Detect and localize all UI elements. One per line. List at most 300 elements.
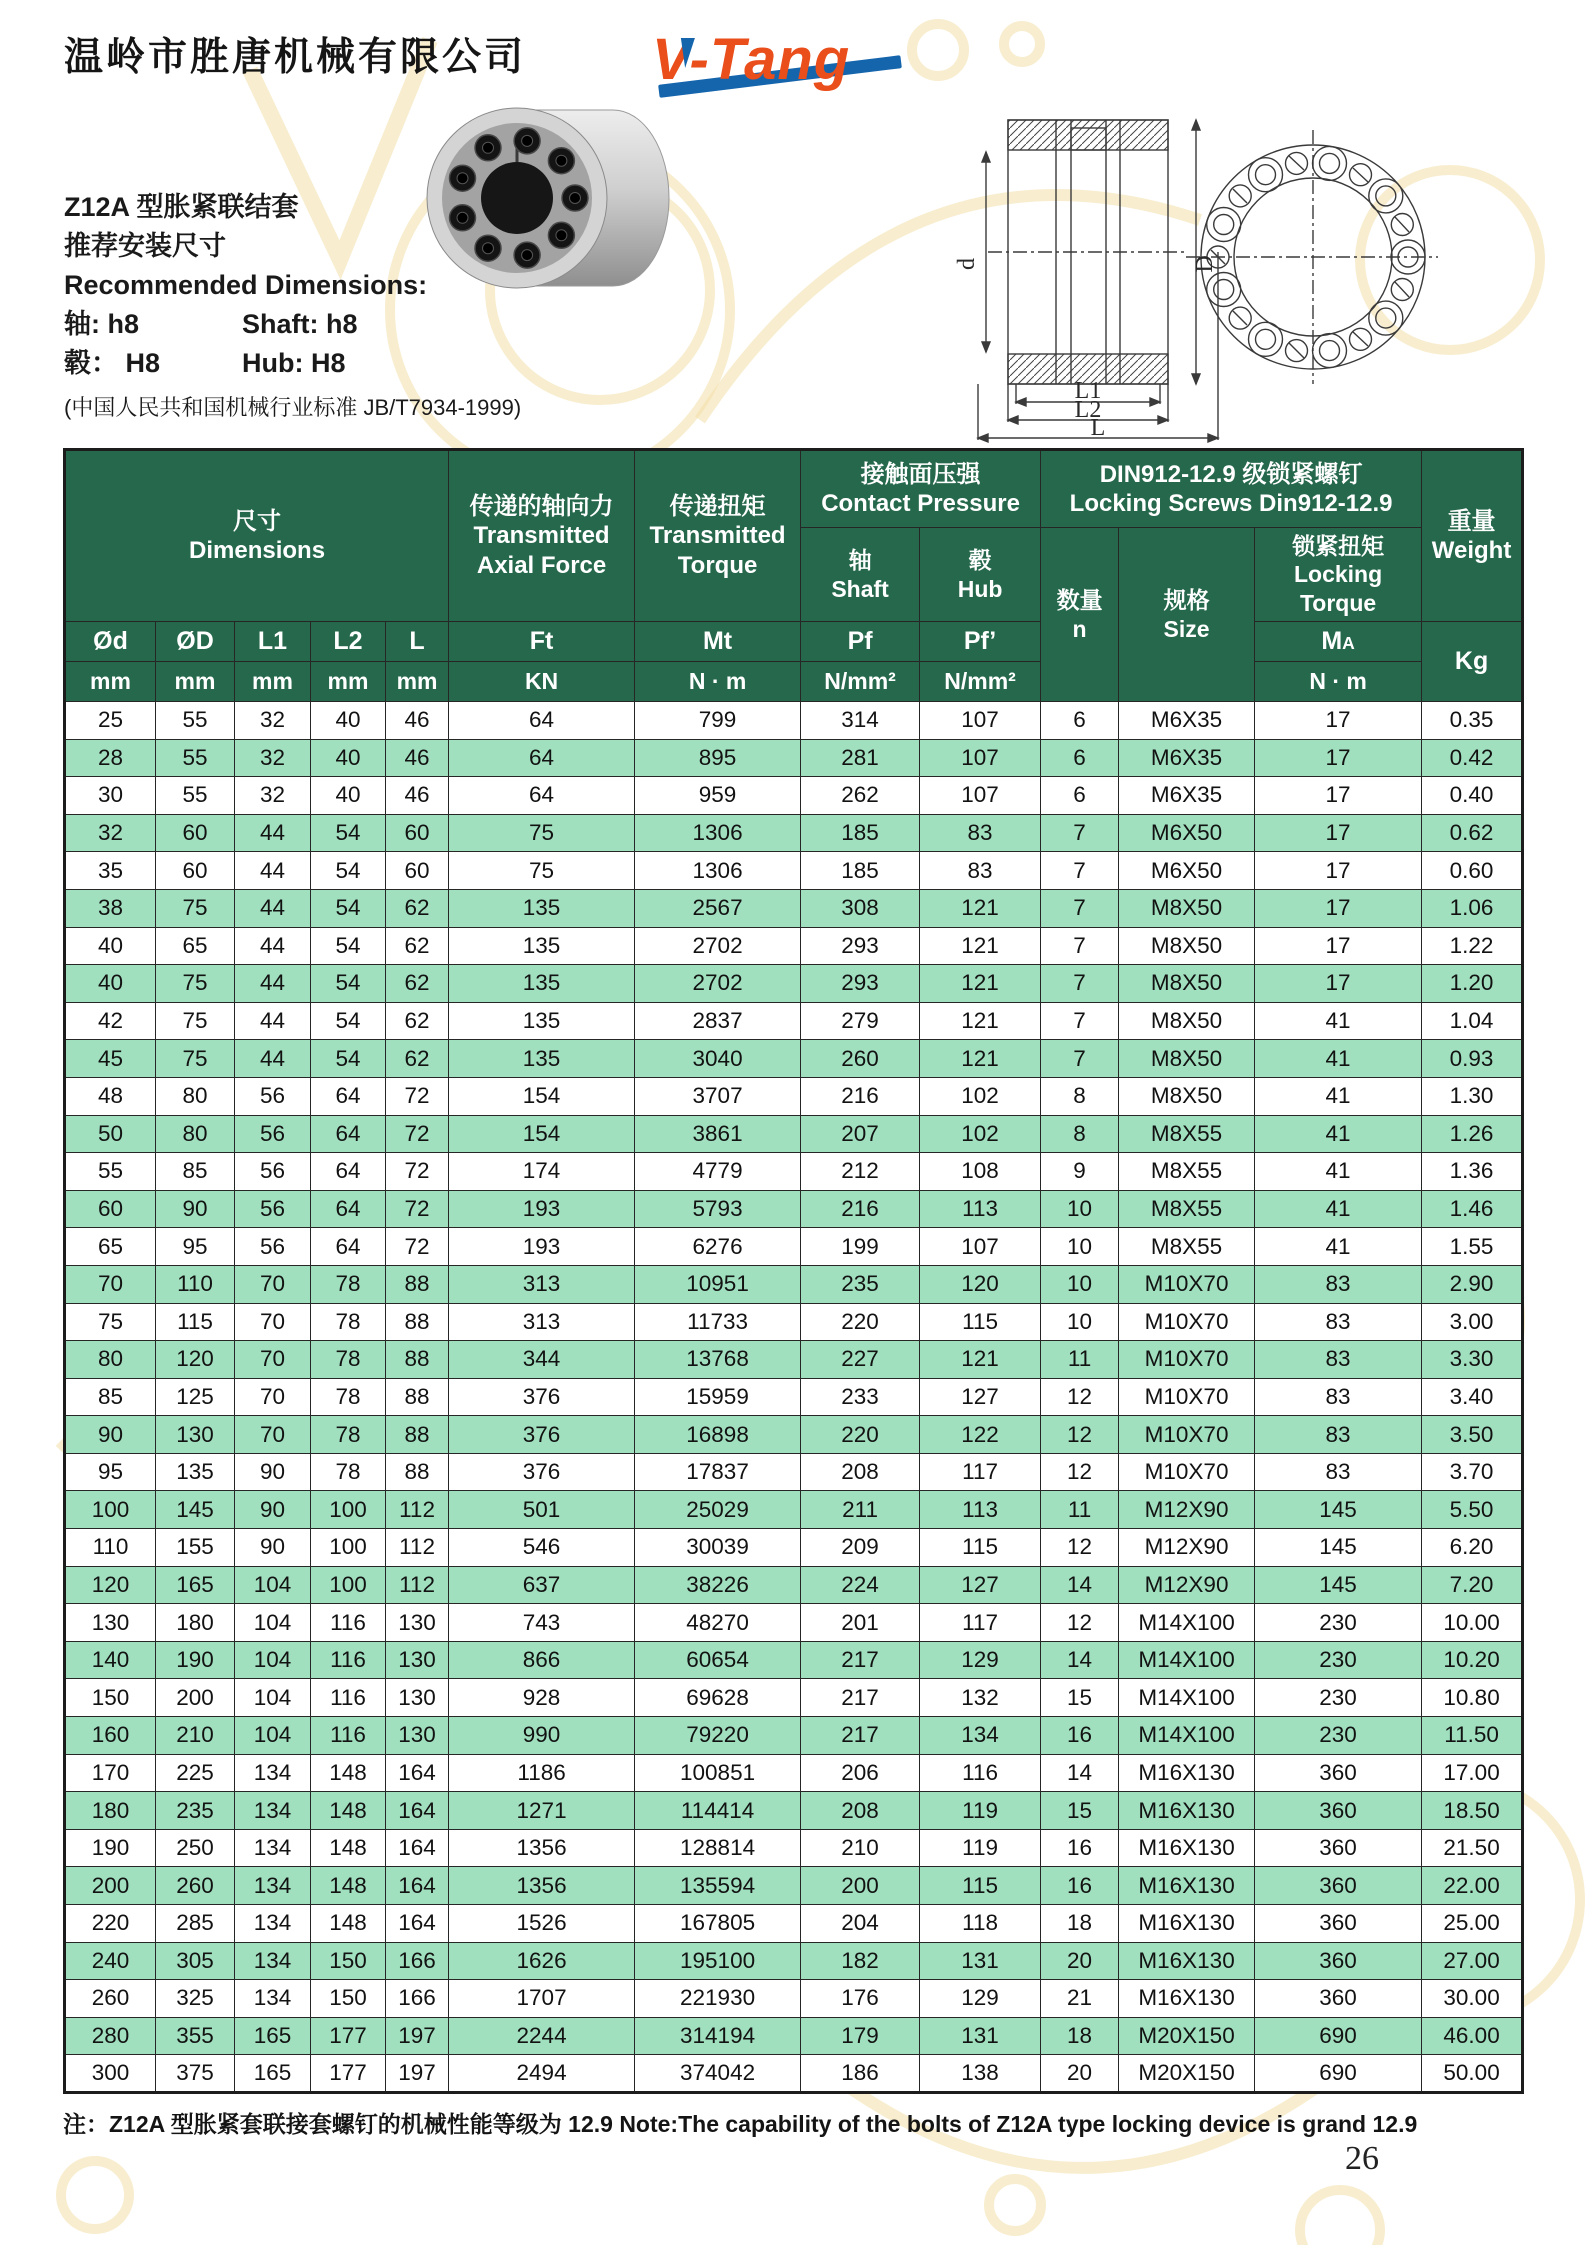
table-cell: 38 xyxy=(65,889,156,927)
table-cell: 127 xyxy=(920,1566,1041,1604)
header-axial-force: 传递的轴向力 Transmitted Axial Force xyxy=(449,450,635,622)
table-cell: 5.50 xyxy=(1422,1491,1523,1529)
table-cell: 30.00 xyxy=(1422,1980,1523,2018)
table-cell: 165 xyxy=(156,1566,235,1604)
table-cell: 166 xyxy=(386,1980,449,2018)
table-row xyxy=(65,1190,1523,1228)
table-cell: 208 xyxy=(801,1792,920,1830)
table-cell: 3.30 xyxy=(1422,1341,1523,1379)
table-cell: 11 xyxy=(1041,1491,1119,1529)
table-cell: 120 xyxy=(156,1341,235,1379)
table-cell: 80 xyxy=(156,1115,235,1153)
table-cell: 70 xyxy=(235,1416,311,1454)
table-cell: 113 xyxy=(920,1491,1041,1529)
table-cell: 64 xyxy=(449,777,635,815)
header-symbol-l2: L2 xyxy=(311,622,386,662)
table-cell: 185 xyxy=(801,852,920,890)
table-cell: 54 xyxy=(311,1002,386,1040)
table-cell: 90 xyxy=(65,1416,156,1454)
header-symbol-mt: Mt xyxy=(635,622,801,662)
table-cell: 116 xyxy=(311,1604,386,1642)
header-unit-nm: N · m xyxy=(635,662,801,702)
table-cell: 15959 xyxy=(635,1378,801,1416)
table-cell: 250 xyxy=(156,1829,235,1867)
table-cell: 208 xyxy=(801,1453,920,1491)
table-cell: 17 xyxy=(1255,927,1422,965)
table-cell: 216 xyxy=(801,1190,920,1228)
shaft-fit-en: Shaft: h8 xyxy=(242,309,358,339)
table-cell: 30039 xyxy=(635,1529,801,1567)
table-cell: 107 xyxy=(920,702,1041,740)
table-cell: 190 xyxy=(156,1641,235,1679)
table-cell: 325 xyxy=(156,1980,235,2018)
table-cell: 88 xyxy=(386,1341,449,1379)
table-cell: 0.40 xyxy=(1422,777,1523,815)
table-row xyxy=(65,1641,1523,1679)
table-cell: 0.60 xyxy=(1422,852,1523,890)
table-cell: M16X130 xyxy=(1119,1867,1255,1905)
table-cell: 180 xyxy=(156,1604,235,1642)
table-cell: 115 xyxy=(920,1529,1041,1567)
table-cell: 78 xyxy=(311,1341,386,1379)
table-cell: 112 xyxy=(386,1566,449,1604)
table-cell: 55 xyxy=(156,702,235,740)
table-cell: 17 xyxy=(1255,739,1422,777)
table-cell: 41 xyxy=(1255,1228,1422,1266)
table-cell: 64 xyxy=(311,1153,386,1191)
table-cell: 88 xyxy=(386,1416,449,1454)
table-cell: 102 xyxy=(920,1115,1041,1153)
table-cell: 41 xyxy=(1255,1115,1422,1153)
table-cell: 3861 xyxy=(635,1115,801,1153)
table-cell: 227 xyxy=(801,1341,920,1379)
table-cell: M10X70 xyxy=(1119,1378,1255,1416)
table-cell: 285 xyxy=(156,1905,235,1943)
table-cell: 75 xyxy=(449,814,635,852)
table-cell: 104 xyxy=(235,1566,311,1604)
table-cell: 130 xyxy=(386,1717,449,1755)
table-cell: 866 xyxy=(449,1641,635,1679)
header-locking-torque: 锁紧扭矩 Locking Torque xyxy=(1255,528,1422,622)
table-cell: 220 xyxy=(801,1303,920,1341)
table-cell: 100 xyxy=(311,1566,386,1604)
table-cell: 10 xyxy=(1041,1190,1119,1228)
table-cell: 17 xyxy=(1255,814,1422,852)
header-unit-mm: mm xyxy=(65,662,156,702)
table-cell: 104 xyxy=(235,1679,311,1717)
table-body xyxy=(65,702,1523,2093)
spec-table xyxy=(63,448,1524,2094)
table-cell: 116 xyxy=(311,1641,386,1679)
drawing-label-D: D xyxy=(1192,255,1218,273)
header-symbol-pf: Pf xyxy=(801,622,920,662)
table-cell: 1.36 xyxy=(1422,1153,1523,1191)
table-cell: M14X100 xyxy=(1119,1641,1255,1679)
table-cell: 95 xyxy=(156,1228,235,1266)
table-cell: 360 xyxy=(1255,1942,1422,1980)
table-cell: 130 xyxy=(386,1641,449,1679)
table-cell: 75 xyxy=(156,889,235,927)
table-cell: 18 xyxy=(1041,2017,1119,2055)
table-cell: 3040 xyxy=(635,1040,801,1078)
company-name: 温岭市胜唐机械有限公司 xyxy=(64,34,527,80)
table-cell: 117 xyxy=(920,1453,1041,1491)
table-cell: 182 xyxy=(801,1942,920,1980)
table-cell: 281 xyxy=(801,739,920,777)
product-photo xyxy=(425,90,680,305)
table-cell: 14 xyxy=(1041,1566,1119,1604)
table-cell: 38226 xyxy=(635,1566,801,1604)
header-dimensions: 尺寸 Dimensions xyxy=(65,450,449,622)
table-cell: 72 xyxy=(386,1153,449,1191)
table-row xyxy=(65,1341,1523,1379)
table-cell: 1356 xyxy=(449,1829,635,1867)
table-cell: 50.00 xyxy=(1422,2055,1523,2093)
table-row xyxy=(65,1679,1523,1717)
table-cell: 72 xyxy=(386,1077,449,1115)
table-cell: 64 xyxy=(449,739,635,777)
table-cell: 134 xyxy=(235,1980,311,2018)
table-cell: 41 xyxy=(1255,1153,1422,1191)
table-cell: 62 xyxy=(386,927,449,965)
table-row xyxy=(65,1566,1523,1604)
table-cell: 217 xyxy=(801,1641,920,1679)
table-cell: 135594 xyxy=(635,1867,801,1905)
table-cell: 10 xyxy=(1041,1228,1119,1266)
table-cell: 130 xyxy=(156,1416,235,1454)
table-cell: 121 xyxy=(920,889,1041,927)
table-cell: 88 xyxy=(386,1378,449,1416)
table-cell: 1356 xyxy=(449,1867,635,1905)
table-row xyxy=(65,1115,1523,1153)
table-cell: 121 xyxy=(920,1341,1041,1379)
table-cell: 193 xyxy=(449,1190,635,1228)
table-cell: 32 xyxy=(235,739,311,777)
table-cell: 70 xyxy=(65,1265,156,1303)
table-cell: M16X130 xyxy=(1119,1754,1255,1792)
table-cell: 14 xyxy=(1041,1641,1119,1679)
header-unit-kg: Kg xyxy=(1422,622,1523,702)
table-cell: 62 xyxy=(386,889,449,927)
table-cell: 107 xyxy=(920,739,1041,777)
table-cell: 40 xyxy=(65,965,156,1003)
table-cell: 83 xyxy=(1255,1416,1422,1454)
table-cell: 78 xyxy=(311,1416,386,1454)
table-cell: 120 xyxy=(65,1566,156,1604)
table-cell: 54 xyxy=(311,852,386,890)
table-cell: M8X50 xyxy=(1119,889,1255,927)
table-cell: 230 xyxy=(1255,1641,1422,1679)
table-cell: 201 xyxy=(801,1604,920,1642)
table-cell: 211 xyxy=(801,1491,920,1529)
table-cell: 46 xyxy=(386,702,449,740)
table-cell: 7 xyxy=(1041,852,1119,890)
table-cell: 41 xyxy=(1255,1002,1422,1040)
table-row xyxy=(65,1303,1523,1341)
table-cell: 6 xyxy=(1041,739,1119,777)
table-cell: 11.50 xyxy=(1422,1717,1523,1755)
table-cell: 200 xyxy=(801,1867,920,1905)
table-cell: 140 xyxy=(65,1641,156,1679)
table-cell: 193 xyxy=(449,1228,635,1266)
header-unit-mm: mm xyxy=(386,662,449,702)
table-cell: 6 xyxy=(1041,777,1119,815)
table-cell: 10.80 xyxy=(1422,1679,1523,1717)
table-cell: 17 xyxy=(1255,889,1422,927)
table-cell: 134 xyxy=(235,1942,311,1980)
table-cell: 376 xyxy=(449,1453,635,1491)
table-cell: 70 xyxy=(235,1378,311,1416)
table-cell: M6X50 xyxy=(1119,852,1255,890)
table-cell: 355 xyxy=(156,2017,235,2055)
table-cell: 1626 xyxy=(449,1942,635,1980)
table-cell: M14X100 xyxy=(1119,1717,1255,1755)
table-cell: 85 xyxy=(156,1153,235,1191)
table-cell: 50 xyxy=(65,1115,156,1153)
table-cell: 135 xyxy=(449,1040,635,1078)
table-cell: 122 xyxy=(920,1416,1041,1454)
header-quantity: 数量 n xyxy=(1041,528,1119,702)
table-cell: 60 xyxy=(386,852,449,890)
table-row xyxy=(65,777,1523,815)
product-title: Z12A 型胀紧联结套 xyxy=(64,192,299,222)
table-cell: 0.42 xyxy=(1422,739,1523,777)
table-cell: 110 xyxy=(65,1529,156,1567)
table-cell: M6X50 xyxy=(1119,814,1255,852)
table-cell: 56 xyxy=(235,1115,311,1153)
table-cell: 16 xyxy=(1041,1867,1119,1905)
table-cell: 70 xyxy=(235,1341,311,1379)
table-cell: 148 xyxy=(311,1792,386,1830)
header-unit-kn: KN xyxy=(449,662,635,702)
table-cell: 7 xyxy=(1041,1040,1119,1078)
table-cell: 75 xyxy=(65,1303,156,1341)
table-cell: 204 xyxy=(801,1905,920,1943)
table-cell: 12 xyxy=(1041,1378,1119,1416)
table-cell: 25 xyxy=(65,702,156,740)
table-cell: M8X55 xyxy=(1119,1228,1255,1266)
table-cell: 2702 xyxy=(635,927,801,965)
table-cell: 1707 xyxy=(449,1980,635,2018)
table-cell: 56 xyxy=(235,1190,311,1228)
table-cell: 2494 xyxy=(449,2055,635,2093)
table-cell: 72 xyxy=(386,1115,449,1153)
table-cell: 40 xyxy=(65,927,156,965)
table-cell: 117 xyxy=(920,1604,1041,1642)
table-cell: 72 xyxy=(386,1228,449,1266)
table-cell: 11733 xyxy=(635,1303,801,1341)
hub-fit-cn: 毂： H8 xyxy=(64,348,161,378)
table-cell: 115 xyxy=(920,1303,1041,1341)
table-cell: 165 xyxy=(235,2017,311,2055)
table-cell: 375 xyxy=(156,2055,235,2093)
table-cell: 17 xyxy=(1255,702,1422,740)
table-cell: 743 xyxy=(449,1604,635,1642)
table-cell: 546 xyxy=(449,1529,635,1567)
table-cell: M14X100 xyxy=(1119,1679,1255,1717)
table-cell: 225 xyxy=(156,1754,235,1792)
table-cell: 2244 xyxy=(449,2017,635,2055)
table-cell: 46 xyxy=(386,739,449,777)
table-cell: 134 xyxy=(235,1905,311,1943)
table-cell: 10 xyxy=(1041,1303,1119,1341)
table-cell: 25.00 xyxy=(1422,1905,1523,1943)
table-cell: M16X130 xyxy=(1119,1829,1255,1867)
table-cell: 360 xyxy=(1255,1829,1422,1867)
table-cell: 78 xyxy=(311,1378,386,1416)
header-torque: 传递扭矩 Transmitted Torque xyxy=(635,450,801,622)
table-row xyxy=(65,852,1523,890)
table-cell: 44 xyxy=(235,814,311,852)
table-cell: 11 xyxy=(1041,1341,1119,1379)
table-cell: 108 xyxy=(920,1153,1041,1191)
table-cell: 85 xyxy=(65,1378,156,1416)
header-unit-mm: mm xyxy=(311,662,386,702)
table-cell: 1.04 xyxy=(1422,1002,1523,1040)
header-size: 规格 Size xyxy=(1119,528,1255,702)
header-unit-nm: N · m xyxy=(1255,662,1422,702)
table-cell: 13768 xyxy=(635,1341,801,1379)
table-cell: 2.90 xyxy=(1422,1265,1523,1303)
table-cell: 16 xyxy=(1041,1829,1119,1867)
table-cell: 501 xyxy=(449,1491,635,1529)
table-cell: 112 xyxy=(386,1491,449,1529)
table-cell: 164 xyxy=(386,1754,449,1792)
table-cell: 21 xyxy=(1041,1980,1119,2018)
table-cell: 83 xyxy=(1255,1303,1422,1341)
table-row xyxy=(65,1905,1523,1943)
table-cell: 3.40 xyxy=(1422,1378,1523,1416)
table-cell: 28 xyxy=(65,739,156,777)
table-cell: 120 xyxy=(920,1265,1041,1303)
table-cell: 2837 xyxy=(635,1002,801,1040)
table-cell: 210 xyxy=(156,1717,235,1755)
table-cell: 40 xyxy=(311,777,386,815)
table-cell: 7 xyxy=(1041,927,1119,965)
table-cell: 279 xyxy=(801,1002,920,1040)
table-row xyxy=(65,1867,1523,1905)
table-cell: 110 xyxy=(156,1265,235,1303)
table-cell: 360 xyxy=(1255,1754,1422,1792)
table-cell: 134 xyxy=(235,1829,311,1867)
table-cell: 895 xyxy=(635,739,801,777)
table-cell: 17 xyxy=(1255,852,1422,890)
header-symbol-od: Ød xyxy=(65,622,156,662)
table-cell: 12 xyxy=(1041,1453,1119,1491)
footnote: 注：Z12A 型胀紧套联接套螺钉的机械性能等级为 12.9 Note:The capability of the bolts of Z12A type locking device is grand 12.9 xyxy=(63,2111,1418,2137)
table-cell: 104 xyxy=(235,1641,311,1679)
table-cell: 127 xyxy=(920,1378,1041,1416)
table-cell: 164 xyxy=(386,1905,449,1943)
table-cell: 313 xyxy=(449,1265,635,1303)
table-cell: 314194 xyxy=(635,2017,801,2055)
table-cell: 44 xyxy=(235,965,311,1003)
table-cell: 2567 xyxy=(635,889,801,927)
table-cell: 155 xyxy=(156,1529,235,1567)
table-cell: 209 xyxy=(801,1529,920,1567)
table-row xyxy=(65,1792,1523,1830)
table-cell: 100 xyxy=(65,1491,156,1529)
table-cell: 54 xyxy=(311,814,386,852)
drawing-label-L2: L2 xyxy=(1074,397,1102,423)
table-cell: 293 xyxy=(801,927,920,965)
table-cell: 260 xyxy=(801,1040,920,1078)
table-cell: 41 xyxy=(1255,1190,1422,1228)
table-cell: 154 xyxy=(449,1077,635,1115)
table-cell: 88 xyxy=(386,1265,449,1303)
header-shaft: 轴 Shaft xyxy=(801,528,920,622)
table-cell: 313 xyxy=(449,1303,635,1341)
table-cell: 40 xyxy=(311,702,386,740)
table-cell: 132 xyxy=(920,1679,1041,1717)
table-cell: 1.06 xyxy=(1422,889,1523,927)
table-cell: M10X70 xyxy=(1119,1265,1255,1303)
table-cell: 114414 xyxy=(635,1792,801,1830)
table-cell: 14 xyxy=(1041,1754,1119,1792)
table-cell: 235 xyxy=(156,1792,235,1830)
table-cell: 959 xyxy=(635,777,801,815)
table-cell: 145 xyxy=(156,1491,235,1529)
table-cell: 197 xyxy=(386,2017,449,2055)
product-subtitle-en: Recommended Dimensions: xyxy=(64,270,428,300)
technical-drawing xyxy=(938,72,1438,447)
table-cell: 25029 xyxy=(635,1491,801,1529)
table-cell: M20X150 xyxy=(1119,2055,1255,2093)
table-cell: 150 xyxy=(65,1679,156,1717)
table-cell: 83 xyxy=(1255,1265,1422,1303)
table-cell: 54 xyxy=(311,965,386,1003)
table-cell: M12X90 xyxy=(1119,1529,1255,1567)
table-cell: 134 xyxy=(920,1717,1041,1755)
table-cell: 6 xyxy=(1041,702,1119,740)
table-cell: 16898 xyxy=(635,1416,801,1454)
table-cell: 690 xyxy=(1255,2017,1422,2055)
drawing-label-L1: L1 xyxy=(1074,378,1102,404)
table-cell: M8X50 xyxy=(1119,1040,1255,1078)
table-cell: 240 xyxy=(65,1942,156,1980)
table-cell: 135 xyxy=(449,1002,635,1040)
table-cell: 293 xyxy=(801,965,920,1003)
table-cell: 148 xyxy=(311,1905,386,1943)
table-cell: 12 xyxy=(1041,1529,1119,1567)
table-cell: 56 xyxy=(235,1153,311,1191)
table-cell: 10.00 xyxy=(1422,1604,1523,1642)
drawing-label-L: L xyxy=(1090,415,1106,441)
table-row xyxy=(65,739,1523,777)
table-cell: 100851 xyxy=(635,1754,801,1792)
table-cell: 62 xyxy=(386,965,449,1003)
table-cell: 45 xyxy=(65,1040,156,1078)
table-row xyxy=(65,1604,1523,1642)
table-cell: 135 xyxy=(449,965,635,1003)
table-cell: 10951 xyxy=(635,1265,801,1303)
table-cell: 62 xyxy=(386,1040,449,1078)
drawing-label-d: d xyxy=(954,258,980,270)
header-symbol-ft: Ft xyxy=(449,622,635,662)
table-cell: 40 xyxy=(311,739,386,777)
table-cell: 280 xyxy=(65,2017,156,2055)
table-cell: 185 xyxy=(801,814,920,852)
table-row xyxy=(65,1529,1523,1567)
table-cell: 46.00 xyxy=(1422,2017,1523,2055)
table-cell: M8X50 xyxy=(1119,1077,1255,1115)
table-cell: 220 xyxy=(65,1905,156,1943)
table-cell: 60654 xyxy=(635,1641,801,1679)
table-cell: 83 xyxy=(920,852,1041,890)
table-cell: 88 xyxy=(386,1303,449,1341)
table-cell: 0.62 xyxy=(1422,814,1523,852)
header-symbol-l: L xyxy=(386,622,449,662)
